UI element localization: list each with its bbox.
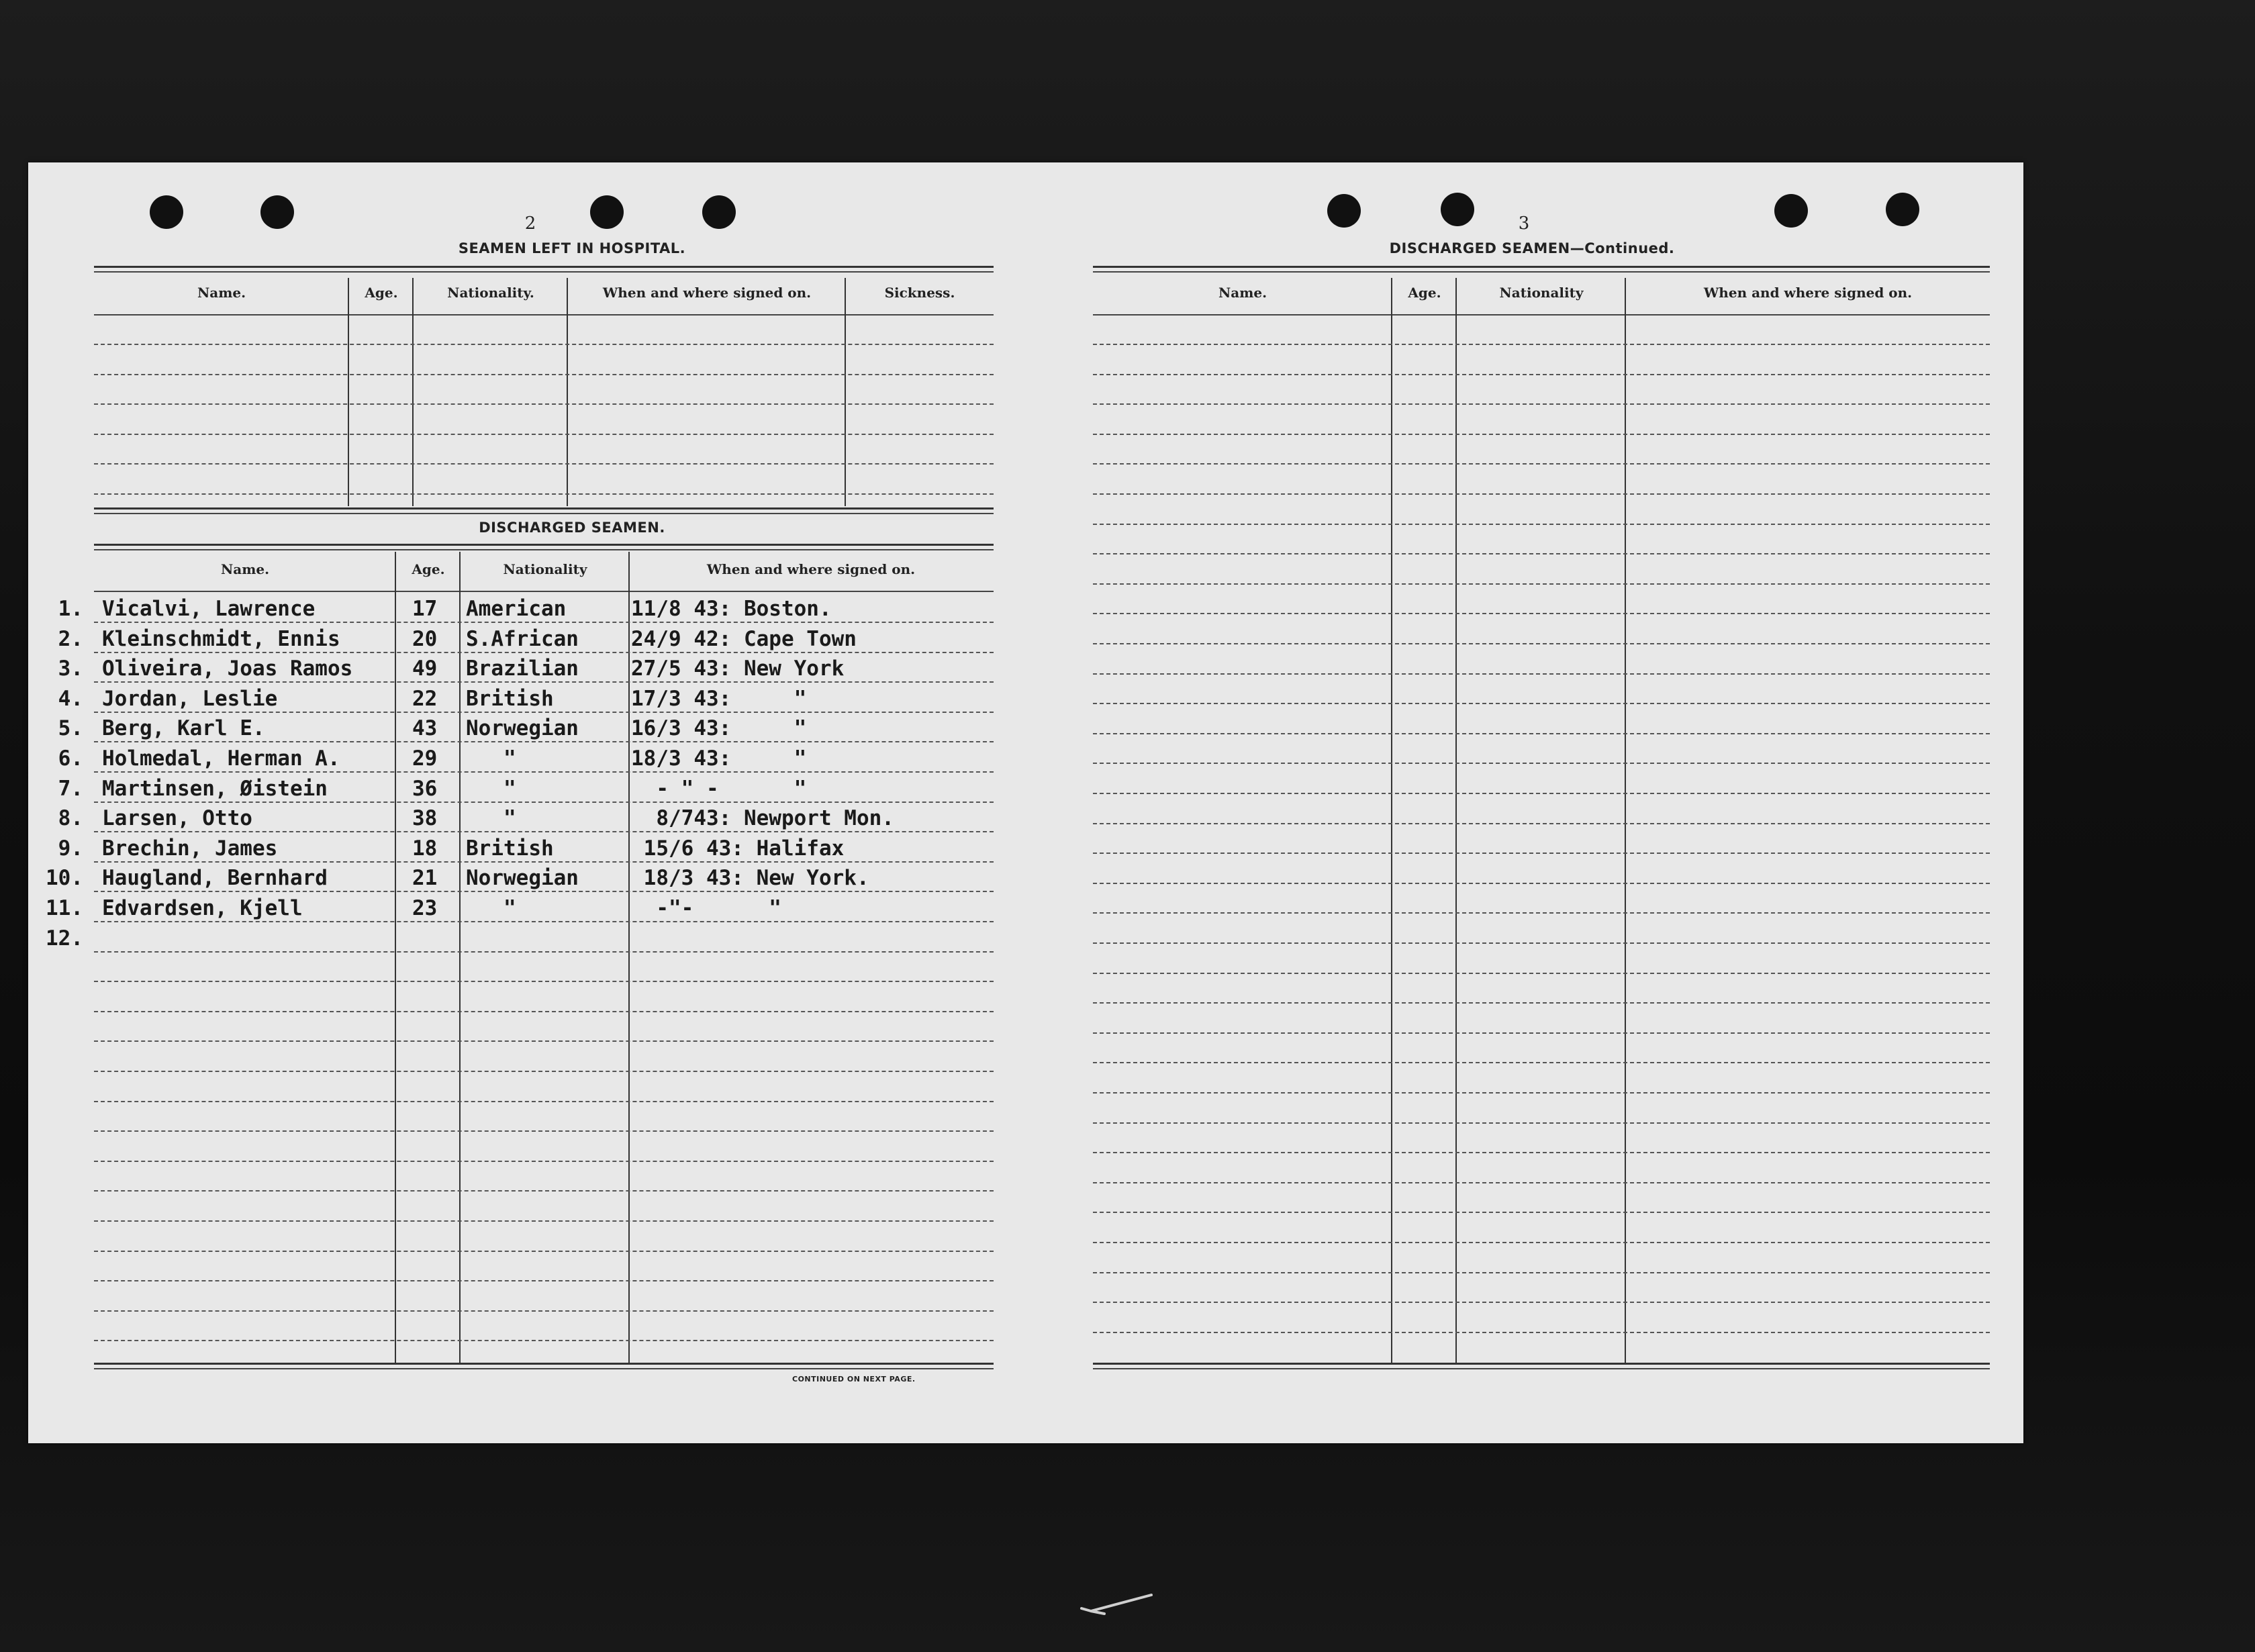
row-number: 12. [46,926,83,951]
ruled-line [94,403,994,405]
punch-hole [150,195,183,229]
ruled-line [1093,613,1990,614]
signed-on-date-place: 8/743: Newport Mon. [631,806,894,830]
row-number: 2. [58,627,83,651]
rule [1093,1368,1990,1369]
right-col-age: Age. [1408,285,1441,301]
ruled-line [1093,912,1990,914]
continued-note: CONTINUED ON NEXT PAGE. [792,1375,916,1383]
ruled-line [1093,583,1990,585]
rule [94,1363,994,1365]
row-number: 8. [58,806,83,830]
seaman-name: Jordan, Leslie [102,687,278,711]
ruled-line [94,712,994,713]
ruled-line [1093,1242,1990,1243]
ruled-line [94,801,994,803]
ruled-line [1093,1212,1990,1213]
punch-hole [1886,193,1919,226]
ruled-line [94,374,994,375]
rule [94,271,994,273]
punch-hole [260,195,294,229]
seaman-age: 49 [412,657,438,681]
left-page-number: 2 [524,213,536,234]
discharged-col-name: Name. [220,561,270,577]
rule [94,266,994,268]
seaman-age: 22 [412,687,438,711]
ruled-line [94,652,994,653]
discharged-col-age: Age. [412,561,445,577]
seaman-nationality: S.African [466,627,579,651]
column-divider [567,278,568,506]
column-divider [459,552,461,1363]
ruled-line [1093,1332,1990,1333]
ruled-line [1093,374,1990,375]
row-number: 11. [46,896,83,920]
rule [1093,1363,1990,1365]
seaman-nationality: " [466,746,516,771]
ruled-line [1093,1062,1990,1063]
ruled-line [1093,1002,1990,1004]
ruled-line [1093,763,1990,764]
seaman-age: 23 [412,896,438,920]
rule [94,591,994,592]
row-number: 6. [58,746,83,771]
seaman-nationality: " [466,806,516,830]
ruled-line [94,1190,994,1192]
ruled-line [1093,434,1990,435]
ruled-line [1093,942,1990,944]
column-divider [628,552,630,1363]
ruled-line [1093,1302,1990,1303]
ruled-line [1093,643,1990,644]
seaman-age: 18 [412,836,438,861]
ruled-line [1093,1272,1990,1273]
ruled-line [94,981,994,982]
right-section-title: DISCHARGED SEAMEN—Continued. [1389,240,1675,256]
ruled-line [94,1280,994,1281]
column-divider [395,552,396,1363]
ruled-line [1093,793,1990,794]
ruled-line [94,861,994,863]
ruled-line [1093,673,1990,675]
ruled-line [94,434,994,435]
seaman-nationality: British [466,687,554,711]
punch-hole [590,195,624,229]
seaman-nationality: American [466,597,567,621]
seaman-age: 43 [412,716,438,740]
ruled-line [94,622,994,623]
signed-on-date-place: 18/3 43: New York. [631,866,869,890]
seaman-age: 20 [412,627,438,651]
seaman-age: 21 [412,866,438,890]
punch-hole [702,195,736,229]
ruled-line [1093,403,1990,405]
ruled-line [94,1310,994,1312]
seaman-name: Martinsen, Øistein [102,777,328,801]
ruled-line [1093,1152,1990,1153]
ruled-line [94,891,994,892]
row-number: 9. [58,836,83,861]
signed-on-date-place: -"- " [631,896,781,920]
seaman-name: Oliveira, Joas Ramos [102,657,353,681]
ruled-line [94,771,994,773]
ruled-line [94,1130,994,1132]
ruled-line [1093,1092,1990,1094]
row-number: 10. [46,866,83,890]
ruled-line [1093,553,1990,554]
column-divider [412,278,414,506]
ruled-line [94,681,994,683]
hospital-section-title: SEAMEN LEFT IN HOSPITAL. [458,240,686,256]
pen-mark [1077,1591,1158,1618]
row-number: 7. [58,777,83,801]
punch-hole [1441,193,1474,226]
hospital-col-nationality: Nationality. [447,285,534,301]
right-page-number: 3 [1518,213,1530,234]
right-col-nationality: Nationality [1499,285,1584,301]
signed-on-date-place: 27/5 43: New York [631,657,845,681]
discharged-col-nationality: Nationality [503,561,587,577]
rule [94,549,994,550]
punch-hole [1327,194,1361,228]
ruled-line [1093,1032,1990,1034]
rule [1093,271,1990,273]
row-number: 5. [58,716,83,740]
signed-on-date-place: - " - " [631,777,807,801]
column-divider [845,278,846,506]
ruled-line [1093,463,1990,465]
signed-on-date-place: 17/3 43: " [631,687,807,711]
discharged-section-title: DISCHARGED SEAMEN. [479,520,665,536]
ruled-line [94,1040,994,1042]
seaman-name: Brechin, James [102,836,278,861]
ruled-line [94,1011,994,1012]
signed-on-date-place: 24/9 42: Cape Town [631,627,857,651]
signed-on-date-place: 16/3 43: " [631,716,807,740]
column-divider [348,278,349,506]
seaman-nationality: British [466,836,554,861]
ruled-line [1093,733,1990,734]
ruled-line [94,1220,994,1222]
rule [94,513,994,514]
ruled-line [94,493,994,495]
ruled-line [94,921,994,922]
rule [94,314,994,315]
rule [1093,266,1990,268]
seaman-name: Vicalvi, Lawrence [102,597,316,621]
ruled-line [1093,1122,1990,1124]
ruled-line [94,344,994,345]
row-number: 1. [58,597,83,621]
seaman-nationality: Norwegian [466,866,579,890]
punch-hole [1774,194,1808,228]
seaman-name: Larsen, Otto [102,806,252,830]
ruled-line [94,1340,994,1341]
hospital-col-name: Name. [197,285,246,301]
ruled-line [94,831,994,832]
ruled-line [94,1251,994,1252]
ruled-line [94,951,994,953]
column-divider [1391,278,1392,1363]
ruled-line [1093,493,1990,495]
ruled-line [1093,883,1990,884]
ruled-line [1093,1182,1990,1183]
seaman-name: Berg, Karl E. [102,716,265,740]
seaman-age: 38 [412,806,438,830]
signed-on-date-place: 15/6 43: Halifax [631,836,845,861]
seaman-name: Edvardsen, Kjell [102,896,303,920]
ruled-line [1093,344,1990,345]
ruled-line [94,1071,994,1072]
ruled-line [1093,703,1990,704]
signed-on-date-place: 18/3 43: " [631,746,807,771]
ruled-line [1093,524,1990,525]
seaman-name: Holmedal, Herman A. [102,746,340,771]
rule [94,1368,994,1369]
rule [94,544,994,546]
seaman-nationality: " [466,896,516,920]
ruled-line [94,463,994,465]
seaman-name: Kleinschmidt, Ennis [102,627,340,651]
seaman-age: 36 [412,777,438,801]
column-divider [1455,278,1457,1363]
seaman-age: 29 [412,746,438,771]
right-col-signed-on: When and where signed on. [1703,285,1913,301]
ruled-line [94,1101,994,1102]
row-number: 3. [58,657,83,681]
hospital-col-age: Age. [365,285,398,301]
seaman-age: 17 [412,597,438,621]
ruled-line [94,1161,994,1162]
seaman-nationality: " [466,777,516,801]
ruled-line [1093,853,1990,854]
signed-on-date-place: 11/8 43: Boston. [631,597,832,621]
rule [1093,314,1990,315]
ruled-line [1093,973,1990,974]
column-divider [1625,278,1626,1363]
register-sheet [28,162,2023,1443]
hospital-col-signed-on: When and where signed on. [602,285,812,301]
discharged-col-signed-on: When and where signed on. [706,561,916,577]
seaman-nationality: Norwegian [466,716,579,740]
ruled-line [94,741,994,742]
right-col-name: Name. [1218,285,1267,301]
seaman-nationality: Brazilian [466,657,579,681]
rule [94,507,994,509]
seaman-name: Haugland, Bernhard [102,866,328,890]
hospital-col-sickness: Sickness. [884,285,955,301]
row-number: 4. [58,687,83,711]
ruled-line [1093,823,1990,824]
